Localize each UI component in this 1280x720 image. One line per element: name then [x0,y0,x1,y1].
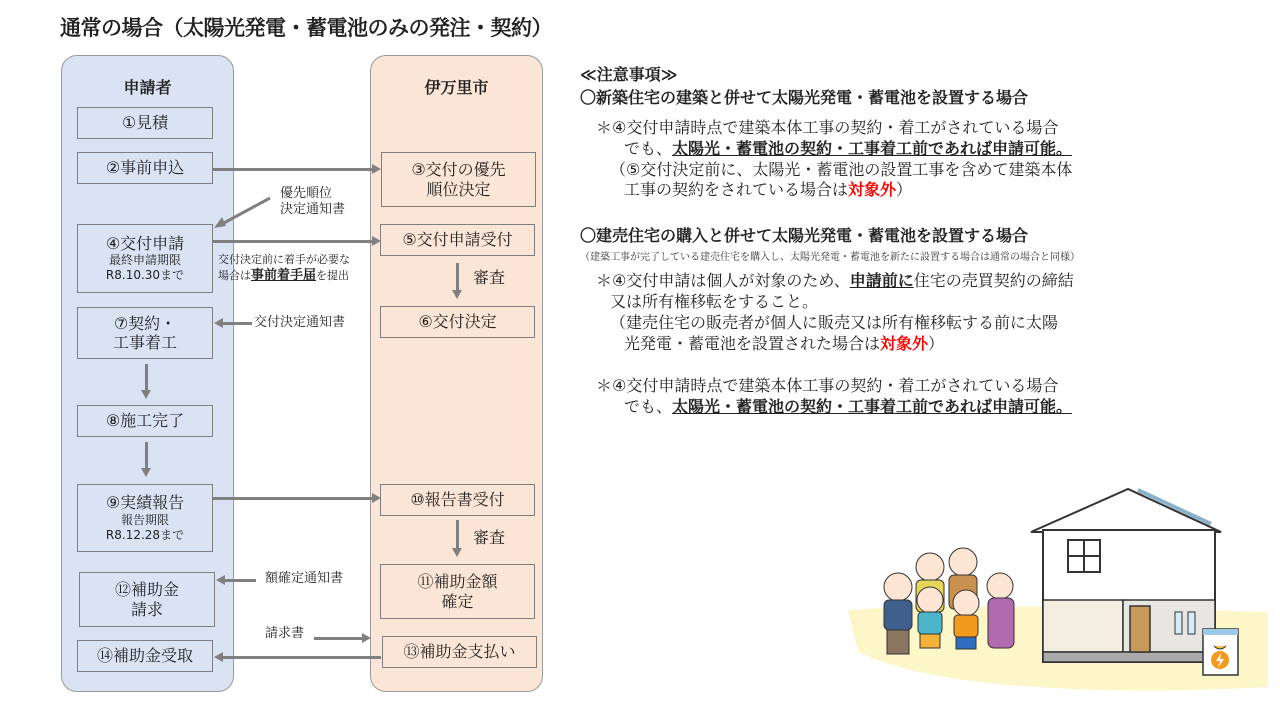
step-label: ④交付申請 [105,233,185,253]
notes-text [580,397,1220,418]
emphasis-text: 申請前に [849,271,914,291]
advance-start-form: 事前着手届 [251,268,317,284]
arrow-priority-notice [212,196,272,232]
lane-city [370,55,543,692]
notes-title: ≪注意事項≫ [580,65,678,84]
arrow-decision-notice [222,322,252,325]
review-label-2: 審査 [473,528,506,547]
step-label: ⑪補助金額 [417,572,498,592]
text: ） [928,333,945,353]
step-4-grant-application [77,224,213,293]
step-6-grant-decision [380,306,535,338]
text: ＊④交付申請は個人が対象のため、 [596,271,850,291]
arrow-invoice [314,637,363,640]
text: ） [896,180,913,200]
lane-applicant-title: 申請者 [123,78,172,97]
notes-text: （⑤交付決定前に、太陽光・蓄電池の設置工事を含めて建築本体 [610,159,1073,179]
notes-text: （建売住宅の販売者が個人に販売又は所有権移転する前に太陽 [610,312,1059,332]
arrow-8-to-9 [145,442,148,469]
priority-notice-label [280,186,345,219]
step-label: ⑬補助金支払い [403,642,516,662]
arrow-amount-notice [224,579,256,582]
notes-text [580,271,1220,292]
invoice-label: 請求書 [265,626,305,641]
page-title: 通常の場合（太陽光発電・蓄電池のみの発注・契約） [60,16,552,40]
family-house-battery-illustration [838,482,1268,702]
step-5-application-receipt [380,224,535,256]
step-11-amount-confirmation [380,564,535,619]
step-label: ②事前申込 [105,158,185,178]
arrow-head-right [372,236,381,246]
arrow-head-right [362,633,371,643]
text: 工事の契約をされている場合は [624,180,849,200]
emphasis-text: 太陽光・蓄電池の契約・工事着工前であれば申請可能。 [672,138,1073,158]
advance-start-note [218,252,350,286]
step-10-report-receipt [380,484,535,516]
text: 光発電・蓄電池を設置された場合は [624,333,881,353]
decision-notice-label: 交付決定通知書 [254,315,346,330]
notes-text [580,139,1220,160]
step-3-priority-decision [381,152,536,207]
text: 住宅の売買契約の締結 [913,271,1074,291]
excluded-text: 対象外 [880,333,929,353]
label-line: 優先順位 [280,186,333,201]
label-line: 決定通知書 [280,202,346,218]
step-label: 順位決定 [426,179,491,199]
arrow-2-to-3 [213,168,372,171]
notes-section-ready-built-heading: 〇建売住宅の購入と併せて太陽光発電・蓄電池を設置する場合 [580,226,1029,246]
notes-panel [580,62,1220,418]
notes-text [580,180,1220,201]
step-8-construction-complete [77,405,213,437]
step-label: 工事着工 [112,333,177,352]
amount-notice-label: 額確定通知書 [265,571,344,586]
arrow-head-down [141,390,151,399]
notes-text: 又は所有権移転をすること。 [610,291,819,311]
label-text: 場合は [218,269,251,283]
label-line: 交付決定前に着手が必要な [218,253,350,266]
arrow-10-to-11 [456,520,459,549]
step-9-performance-report [77,484,213,552]
step-label: 請求 [130,599,163,619]
notes-text: ＊④交付申請時点で建築本体工事の契約・着工がされている場合 [596,118,1059,137]
emphasis-text: 太陽光・蓄電池の契約・工事着工前であれば申請可能。 [672,397,1073,417]
text: でも、 [624,138,673,158]
step-1-estimate [77,107,213,139]
step-label: ⑭補助金受取 [96,646,193,666]
step-label: ⑤交付申請受付 [402,230,513,250]
arrow-7-to-8 [145,364,148,391]
step-label: ⑧施工完了 [105,411,185,431]
step-label: ⑦契約・ [113,313,177,333]
step-label: ⑫補助金 [114,580,179,600]
label-text: を提出 [316,269,350,283]
notes-text [580,334,1220,355]
excluded-text: 対象外 [848,180,897,200]
deadline-date: R8.12.28まで [105,527,185,542]
step-label: ⑥交付決定 [418,312,497,332]
deadline-label: 最終申請期限 [108,253,181,268]
arrow-13-to-14 [222,656,381,659]
text: でも、 [624,397,673,417]
deadline-date: R8.10.30まで [105,268,185,283]
arrow-head-right [372,493,381,503]
step-2-pre-application [77,152,213,184]
arrow-9-to-10 [213,497,372,500]
review-label-1: 審査 [473,268,506,287]
step-14-subsidy-receipt [77,640,213,672]
step-label: 確定 [441,591,474,611]
notes-small-text: （建築工事が完了している建売住宅を購入し、太陽光発電・蓄電池を新たに設置する場合は通常の場合と同様） [580,252,1080,264]
label-line [218,267,350,285]
notes-text: ＊④交付申請時点で建築本体工事の契約・着工がされている場合 [596,376,1059,396]
step-13-subsidy-payment [382,636,537,668]
step-label: ③交付の優先 [411,160,506,180]
notes-section-new-house-heading: 〇新築住宅の建築と併せて太陽光発電・蓄電池を設置する場合 [580,88,1029,107]
arrow-head-down [452,548,462,557]
step-label: ⑩報告書受付 [410,490,505,510]
arrow-head-down [141,468,151,477]
arrow-head-right [372,164,381,174]
step-12-subsidy-request [79,572,215,627]
arrow-head-down [452,290,462,299]
step-label: ⑨実績報告 [105,493,185,513]
step-label: ①見積 [121,113,169,133]
step-7-contract-start [77,307,213,359]
deadline-label: 報告期限 [120,512,169,527]
lane-city-title: 伊万里市 [424,78,489,97]
arrow-4-to-5 [213,240,372,243]
arrow-5-to-6 [456,263,459,291]
